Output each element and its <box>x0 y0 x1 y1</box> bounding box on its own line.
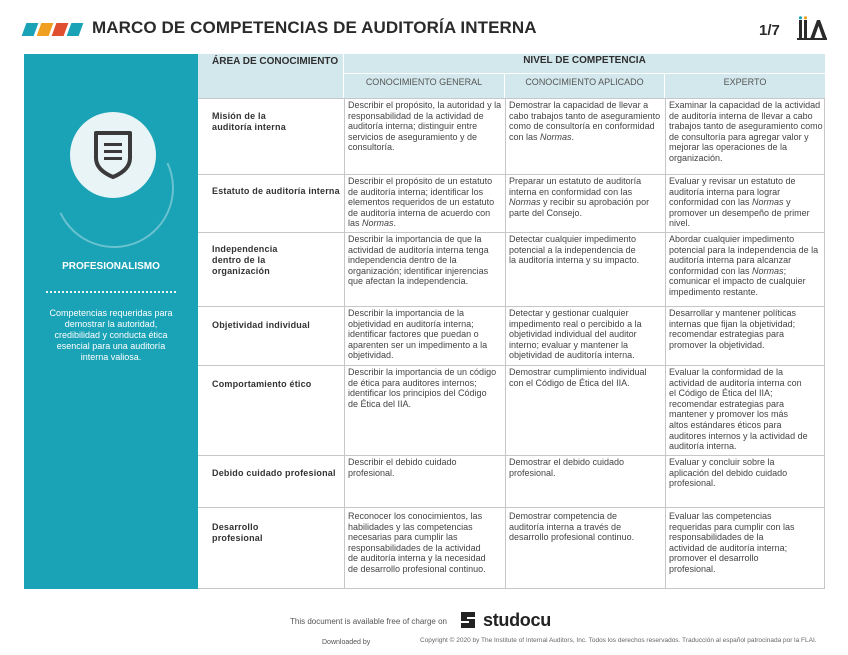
cell-experto: Evaluar la conformidad de la actividad de auditoría interna con el Código de Ética del IIA; recomendar estrategias para mantener y promover los más altos estándares éticos para auditores internos y la actividad de auditoría interna. <box>669 367 808 452</box>
row-label: Objetividad individual <box>212 320 310 330</box>
brand-stripes <box>24 23 81 36</box>
col-divider <box>505 98 506 589</box>
shield-icon <box>92 130 134 180</box>
stripe-2 <box>37 23 54 36</box>
competency-title: PROFESIONALISMO <box>62 261 160 272</box>
row-label: Desarrollo profesional <box>212 522 263 543</box>
cell-general: Describir el debido cuidado profesional. <box>348 457 457 478</box>
cell-aplicado: Detectar cualquier impedimento potencial a la independencia de la auditoría interna y su impacto. <box>509 234 640 266</box>
cell-general: Describir la importancia de la objetividad en auditoría interna; identificar factores que puedan o aparenten ser un impedimento a la objetividad. <box>348 308 488 361</box>
cell-general: Describir el propósito de un estatuto de auditoría interna; identificar los elementos requeridos de un estatuto de auditoría interna de acuerdo con las Normas. <box>348 176 495 229</box>
cell-experto: Evaluar las competencias requeridas para cumplir con las responsabilidades de la actividad de auditoría interna; promover el desarrollo profesional. <box>669 511 795 574</box>
row-divider <box>198 98 825 99</box>
col-divider <box>824 98 825 589</box>
page-header <box>24 12 824 48</box>
cell-general: Describir el propósito, la autoridad y la responsabilidad de la actividad de auditoría interna; distinguir entre servicios de aseguramiento y de consultoría. <box>348 100 502 153</box>
header-general: CONOCIMIENTO GENERAL <box>344 74 505 98</box>
competency-table <box>198 54 825 589</box>
cell-aplicado: Demostrar competencia de auditoría interna a través de desarrollo profesional continuo. <box>509 511 635 543</box>
iia-logo <box>797 16 827 42</box>
stripe-1 <box>22 23 39 36</box>
stripe-4 <box>67 23 84 36</box>
stripe-3 <box>52 23 69 36</box>
row-divider <box>198 588 825 589</box>
cell-aplicado: Detectar y gestionar cualquier impedimento real o percibido a la objetividad individual del auditor interno; evaluar y mantener la objetividad de auditoría interna. <box>509 308 642 361</box>
col-divider <box>344 98 345 589</box>
cell-aplicado: Preparar un estatuto de auditoría interna en conformidad con las Normas y recibir su aprobación por parte del Consejo. <box>509 176 650 218</box>
row-divider <box>198 507 825 508</box>
row-divider <box>198 174 825 175</box>
cell-aplicado: Demostrar el debido cuidado profesional. <box>509 457 625 478</box>
cell-aplicado: Demostrar la capacidad de llevar a cabo trabajos tanto de aseguramiento como de consultoría en conformidad con las Normas. <box>509 100 661 142</box>
row-divider <box>198 306 825 307</box>
header-area: ÁREA DE CONOCIMIENTO <box>198 54 344 98</box>
competency-sidebar <box>24 54 198 589</box>
row-divider <box>198 455 825 456</box>
downloaded-by: Downloaded by <box>322 639 371 646</box>
header-experto: EXPERTO <box>665 74 825 98</box>
cell-general: Describir la importancia de un código de ética para auditores internos; identificar los principios del Código de Ética del IIA. <box>348 367 497 409</box>
row-divider <box>198 365 825 366</box>
row-label: Independencia dentro de la organización <box>212 244 278 276</box>
cell-general: Reconocer los conocimientos, las habilidades y las competencias necesarias para cumplir las responsabilidades de la actividad de auditoría interna y la necesidad de desarrollo profesional continuo. <box>348 511 486 574</box>
row-label: Comportamiento ético <box>212 379 312 389</box>
row-label: Estatuto de auditoría interna <box>212 186 340 196</box>
page-title: MARCO DE COMPETENCIAS DE AUDITORÍA INTERNA <box>92 18 537 37</box>
row-divider <box>198 232 825 233</box>
header-aplicado: CONOCIMIENTO APLICADO <box>505 74 665 98</box>
cell-general: Describir la importancia de que la actividad de auditoría interna tenga independencia dentro de la organización; identificar injerencias que afectan la independencia. <box>348 234 489 287</box>
cell-experto: Evaluar y revisar un estatuto de auditoría interna para lograr conformidad con las Normas y promover un desempeño de primer nivel. <box>669 176 810 229</box>
col-divider <box>665 98 666 589</box>
row-label: Debido cuidado profesional <box>212 468 336 478</box>
copyright-note: Copyright © 2020 by The Institute of Internal Auditors, Inc. Todos los derechos reservados. Traducción al español patrocinada por la FLAI. <box>420 637 817 644</box>
studocu-logo[interactable] <box>457 608 481 632</box>
dotted-divider <box>46 291 176 293</box>
cell-experto: Examinar la capacidad de la actividad de auditoría interna de llevar a cabo trabajos tanto de aseguramiento como de consultoría para agregar valor y mejorar las operaciones de la organización. <box>669 100 823 163</box>
cell-experto: Abordar cualquier impedimento potencial para la independencia de la auditoría interna para alcanzar conformidad con las Normas; comunicar el impacto de cualquier impedimento restante. <box>669 234 819 297</box>
availability-note: This document is available free of charge on <box>290 617 447 626</box>
row-label: Misión de la auditoría interna <box>212 111 286 132</box>
competency-description: Competencias requeridas para demostrar la autoridad, credibilidad y conducta ética esencial para una auditoría interna valiosa. <box>49 308 173 362</box>
cell-experto: Desarrollar y mantener políticas internas que fijan la objetividad; recomendar estrategias para promover la objetividad. <box>669 308 797 350</box>
studocu-brand-link[interactable]: studocu <box>483 610 551 630</box>
page-number: 1/7 <box>759 22 780 39</box>
header-nivel: NIVEL DE COMPETENCIA <box>344 54 825 74</box>
cell-experto: Evaluar y concluir sobre la aplicación del debido cuidado profesional. <box>669 457 788 489</box>
cell-aplicado: Demostrar cumplimiento individual con el Código de Ética del IIA. <box>509 367 647 388</box>
